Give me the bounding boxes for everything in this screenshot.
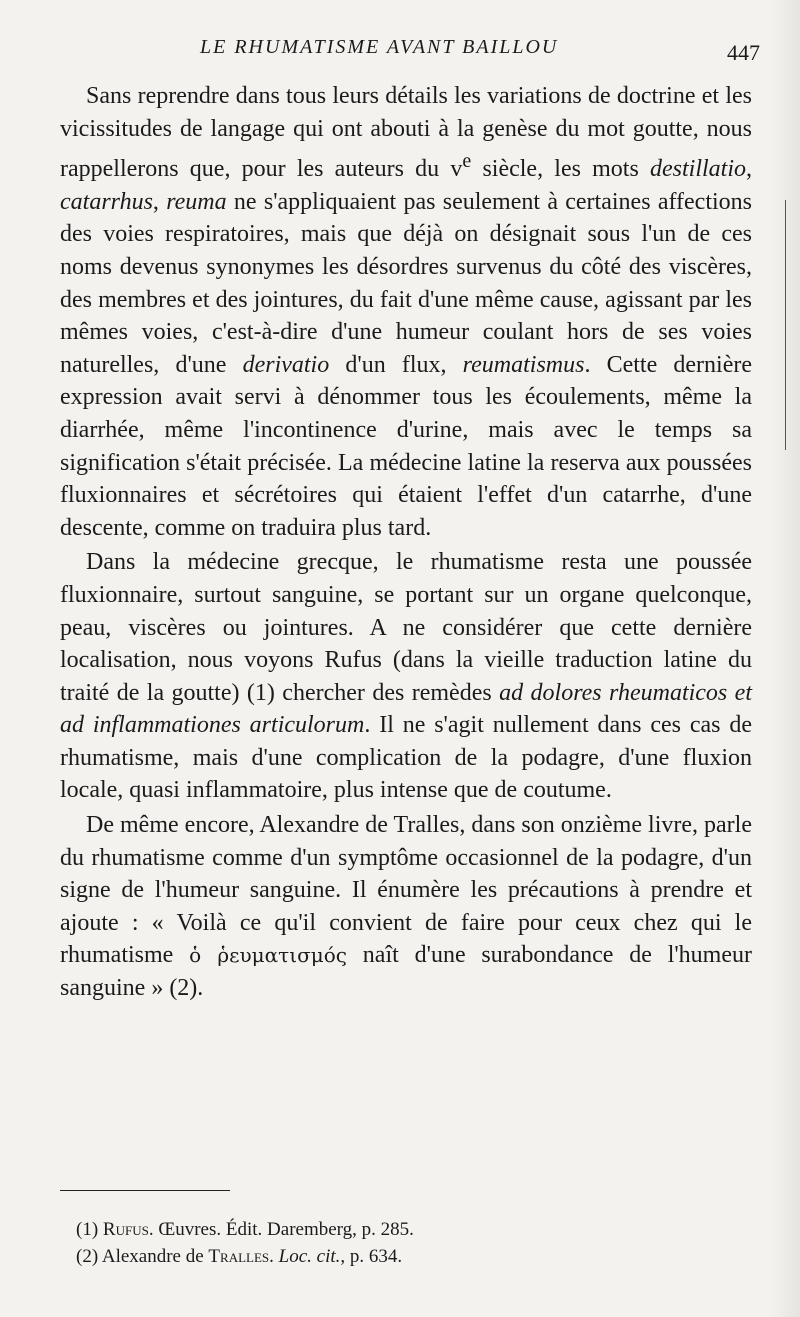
paragraph bbox=[60, 80, 752, 544]
footnote-divider bbox=[60, 1190, 230, 1191]
text-run: . Il ne s'agit nullement dans ces cas de rhumatisme, mais d'une complication de la podagre, d'une fluxion locale, quasi inflammatoire, plus intense que de coutume. bbox=[60, 712, 752, 804]
italic-term: reuma bbox=[166, 188, 227, 215]
text-run: . Cette dernière expression avait servi à dénommer tous les écoulements, même la diarrhée, même l'incontinence d'urine, mais avec le temps sa signification s'était précisée. La médecine latine la reserva aux poussées fluxionnaires et sécrétoires qui étaient l'effet d'un catarrhe, d'une descente, comme on traduira plus tard. bbox=[60, 351, 753, 541]
italic-term: catarrhus bbox=[60, 188, 153, 215]
text-run: d'un flux, bbox=[329, 351, 463, 378]
paragraph bbox=[60, 546, 752, 807]
paragraph bbox=[60, 809, 752, 1005]
greek-term: ὁ ῥευματισμός bbox=[189, 943, 347, 968]
page-edge-shadow bbox=[770, 0, 800, 1317]
text-run: , bbox=[152, 188, 167, 215]
footnote-text: , p. 634. bbox=[340, 1246, 403, 1267]
text-run: , bbox=[746, 156, 752, 183]
superscript: e bbox=[462, 150, 472, 173]
footnote-text: . bbox=[269, 1246, 279, 1267]
footnotes bbox=[76, 1216, 716, 1270]
footnote-2 bbox=[76, 1243, 716, 1270]
footnote-author: Tralles bbox=[208, 1246, 270, 1267]
running-title: LE RHUMATISME AVANT BAILLOU bbox=[200, 36, 559, 58]
footnote-text: . Œuvres. Édit. Daremberg, p. 285. bbox=[148, 1219, 414, 1240]
italic-quote: ad dolores rheumaticos et ad inflammationes articulorum bbox=[60, 679, 753, 739]
text-run: Dans la médecine grecque, le rhumatisme resta une poussée fluxionnaire, surtout sanguine, se portant sur un organe quelconque, peau, viscères ou jointures. A ne considérer que cette dernière localisation, nous voyons Rufus (dans la vieille traduction latine du traité de la goutte) (1) chercher des remèdes bbox=[60, 549, 752, 706]
italic-term: derivatio bbox=[242, 351, 330, 378]
page-header bbox=[200, 36, 760, 65]
footnote-author: Rufus bbox=[102, 1219, 149, 1240]
footnote-1 bbox=[76, 1216, 716, 1243]
margin-pencil-line bbox=[785, 200, 786, 450]
italic-term: destillatio bbox=[650, 156, 746, 183]
footnote-number: (2) Alexandre de bbox=[76, 1246, 209, 1267]
footnote-number: (1) bbox=[76, 1219, 103, 1240]
text-run: De même encore, Alexandre de Tralles, dans son onzième livre, parle du rhumatisme comme d'un symptôme occasionnel de la podagre, d'un signe de l'humeur sanguine. Il énumère les précautions à prendre et ajoute : « Voilà ce qu'il convient de faire pour ceux chez qui le rhumatisme bbox=[60, 812, 752, 969]
footnote-loc-cit: Loc. cit. bbox=[278, 1246, 341, 1267]
text-run: Sans reprendre dans tous leurs détails les variations de doctrine et les vicissitudes de langage qui ont abouti à la genèse du mot goutte, nous rappellerons que, pour les auteurs du v bbox=[60, 83, 752, 183]
page-number: 447 bbox=[727, 40, 760, 65]
text-run: siècle, les mots bbox=[471, 156, 650, 183]
italic-term: reumatismus bbox=[462, 351, 585, 378]
body-text bbox=[60, 80, 752, 1005]
text-run: naît d'une surabondance de l'humeur sanguine » (2). bbox=[60, 942, 752, 1002]
text-run: ne s'appliquaient pas seulement à certaines affections des voies respiratoires, mais que déjà on désignait sous l'un de ces noms devenus synonymes les désordres survenus du côté des viscères, des membres et des jointures, du fait d'une même cause, agissant par les mêmes voies, c'est-à-dire d'une humeur coulant hors de ses voies naturelles, d'une bbox=[60, 188, 753, 378]
